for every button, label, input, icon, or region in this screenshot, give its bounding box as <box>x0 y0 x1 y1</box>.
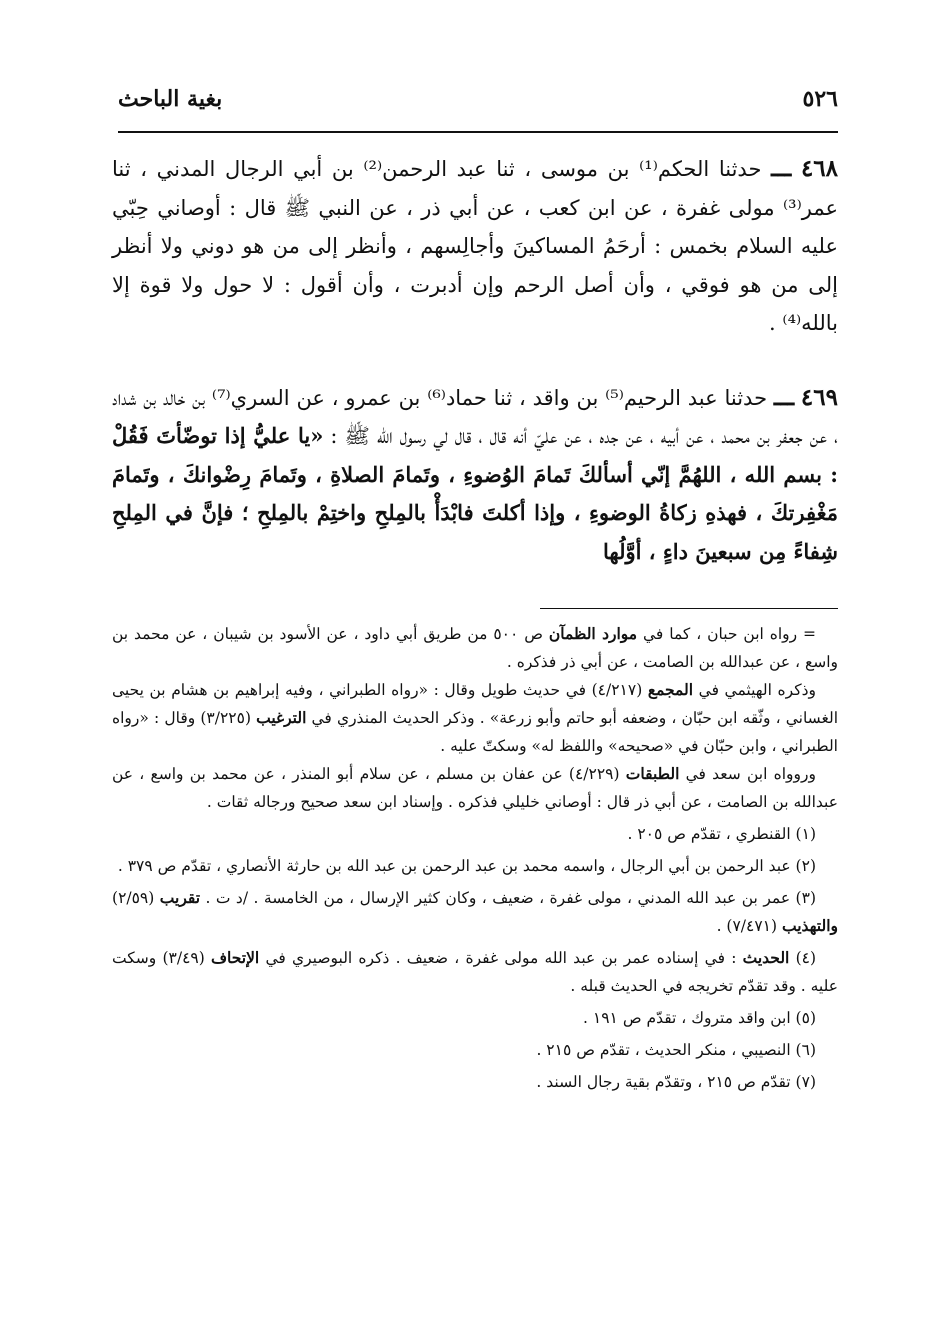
footnote-label: الحديث <box>742 948 790 967</box>
footnote-2: (٢) عبد الرحمن بن أبي الرجال ، واسمه محمد بن عبد الرحمن بن عبد الله بن حارثة الأنصاري ، تقدّم ص ٣٧٩ . <box>117 857 816 875</box>
hadith-468 <box>112 150 838 343</box>
source-title: موارد الظمآن <box>548 624 638 643</box>
page-number: ٥٢٦ <box>802 86 838 112</box>
footnote-text: (٤/٢١٧) في حديث طويل وقال : «رواه الطبراني ، وفيه إبراهيم بن هشام بن يحيى الغساني ، وثّقه ابن حبّان ، وضعفه أبو حاتم وأبو زرعة» . وذكر الحديث المنذري في <box>112 681 838 727</box>
source-title: الترغيب <box>256 708 307 727</box>
hadith-dash: ـــ <box>771 155 792 182</box>
hadith-469 <box>112 379 838 572</box>
footnote-continuation <box>112 676 838 760</box>
header-rule <box>118 131 838 133</box>
footnote-text: ص ٥٠٠ من طريق أبي داود ، عن الأسود بن شيبان ، عن محمد بن واسع ، عن عبدالله بن الصامت ، عن أبي ذر فذكره . <box>112 625 838 671</box>
hadith-number: ٤٦٨ <box>800 155 838 182</box>
hadith-matn: «يا عليُّ إذا توضّأتَ فَقُلْ : بسم الله ، اللهُمَّ إنّي أسألكَ تَمامَ الوُضوءِ ، وتَمامَ الصلاةِ ، وتَمامَ رِضْوانكَ ، وتَمامَ مَغْفِرتكَ ، فهذهِ زكاةُ الوضوءِ ، وإذا أكلتَ فابْدَأْ بالمِلحِ واختِمْ بالمِلحِ ؛ فإنَّ في المِلحِ شِفاءً مِن سبعينَ داءٍ ، أوَّلُها <box>112 423 838 564</box>
hadith-text: حدثنا الحكم⁽¹⁾ بن موسى ، ثنا عبد الرحمن⁽²⁾ بن أبي الرجال المدني ، ثنا عمر⁽³⁾ مولى غفرة ، عن ابن كعب ، عن أبي ذر ، عن النبي ﷺ قال : أوصاني حِبّي عليه السلام بخمس : أرحَمُ المساكينَ وأجالِسهم ، وأنظر إلى من هو دوني ولا أنظر إلى من هو فوقي ، وأن أصل الرحم وإن أدبرت ، وأن أقول : لا حول ولا قوة إلا بالله⁽⁴⁾ . <box>112 157 838 335</box>
hadith-dash: ـــ <box>773 383 795 411</box>
footnote-6: (٦) النصيبي ، منكر الحديث ، تقدّم ص ٢١٥ . <box>536 1041 816 1059</box>
footnotes <box>112 620 838 1096</box>
source-title: الإتحاف <box>210 948 260 967</box>
source-title: المجمع <box>647 680 694 699</box>
source-title: تقريب <box>159 888 201 907</box>
footnote-continuation <box>112 760 838 816</box>
footnote-text: (٤/٢٢٩) عن عفان بن مسلم ، عن سلام أبو المنذر ، عن محمد بن واسع ، عن عبدالله بن الصامت ، عن أبي ذر قال : أوصاني خليلي فذكره . وإسناد ابن سعد صحيح ورجاله ثقات . <box>112 765 838 811</box>
footnote-rule <box>540 608 838 609</box>
running-header <box>118 86 838 126</box>
footnote-text: (٧/٤٧١) . <box>716 917 782 935</box>
hadith-isnad: حدثنا عبد الرحيم⁽⁵⁾ بن واقد ، ثنا حماد⁽⁶⁾ بن عمرو ، عن السري⁽⁷⁾ بن خالد بن شداد ، عن جعفر بن محمد ، عن أبيه ، عن جده ، عن عليّ أنه قال ، قال لي رسول الله ﷺ : <box>112 385 838 448</box>
footnote-7: (٧) تقدّم ص ٢١٥ ، وتقدّم بقية رجال السند . <box>536 1073 816 1091</box>
book-title: بغية الباحث <box>118 86 223 112</box>
hadith-number: ٤٦٩ <box>800 383 838 411</box>
main-text <box>112 150 838 607</box>
footnote-continuation <box>112 620 838 676</box>
footnote-1: (١) القنطري ، تقدّم ص ٢٠٥ . <box>627 825 816 843</box>
source-title: الطبقات <box>625 764 680 783</box>
footnote-text: : في إسناده عمر بن عبد الله مولى غفرة ، ضعيف . ذكره البوصيري في <box>259 949 743 967</box>
footnote-3 <box>112 884 838 940</box>
footnote-text: (٢/٥٩) <box>112 889 160 907</box>
footnote-4 <box>112 944 838 1000</box>
footnote-text: وذكره الهيثمي في <box>693 681 816 699</box>
source-title: والتهذيب <box>781 916 838 935</box>
footnote-text: = رواه ابن حبان ، كما في <box>637 625 817 643</box>
footnote-text: (٣) عمر بن عبد الله المدني ، مولى غفرة ، ضعيف ، وكان كثير الإرسال ، من الخامسة . /د ت . <box>200 889 816 907</box>
footnote-text: (٣/٤٩) وسكت عليه . وقد تقدّم تخريجه في الحديث قبله . <box>112 949 838 995</box>
footnote-text: وروواه ابن سعد في <box>679 765 816 783</box>
footnote-text: (٤) <box>789 949 817 967</box>
footnote-text: (٣/٢٢٥) وقال : «رواه الطبراني ، وابن حبّان في «صحيحه» واللفظ له» وسكتّ عليه . <box>112 709 838 755</box>
footnote-5: (٥) ابن واقد متروك ، تقدّم ص ١٩١ . <box>583 1009 816 1027</box>
